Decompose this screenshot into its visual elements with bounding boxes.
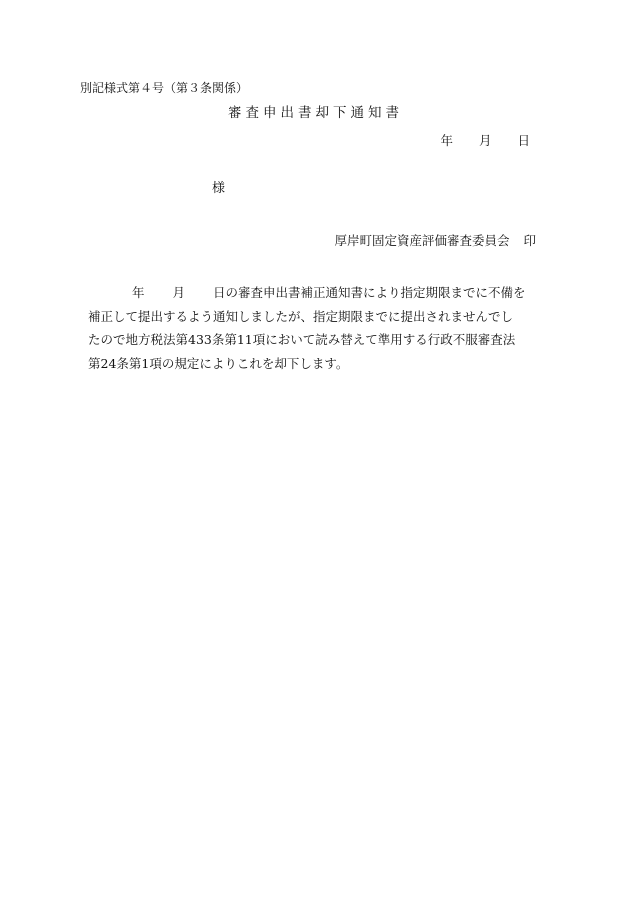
body-year-label: 年 (132, 285, 145, 300)
body-paragraph (88, 281, 552, 375)
date-day-blank (491, 133, 517, 149)
seal-mark: 印 (523, 233, 536, 248)
body-line-1 (88, 281, 552, 305)
date-month-blank (453, 133, 479, 149)
body-line-1-text: 日の審査申出書補正通知書により指定期限までに不備を (213, 285, 526, 300)
sender-line (334, 233, 536, 249)
body-line-4: 第24条第1項の規定によりこれを却下します。 (88, 355, 349, 371)
date-day-label: 日 (517, 133, 530, 148)
body-line-3: たので地方税法第433条第11項において読み替えて準用する行政不服審査法 (88, 332, 516, 347)
document-title: 審査申出書却下通知書 (228, 105, 403, 121)
sender-name: 厚岸町固定資産評価審査委員会 (334, 233, 510, 248)
body-line-2: 補正して提出するよう通知しましたが、指定期限までに提出されませんでし (88, 308, 514, 324)
form-number: 別記様式第４号（第３条関係） (80, 81, 249, 95)
addressee-suffix: 様 (212, 181, 226, 196)
date-month-label: 月 (478, 133, 492, 148)
seal-gap (509, 233, 523, 249)
body-month-label: 月 (172, 285, 186, 300)
date-year-label: 年 (440, 133, 453, 148)
date-line (440, 133, 530, 149)
